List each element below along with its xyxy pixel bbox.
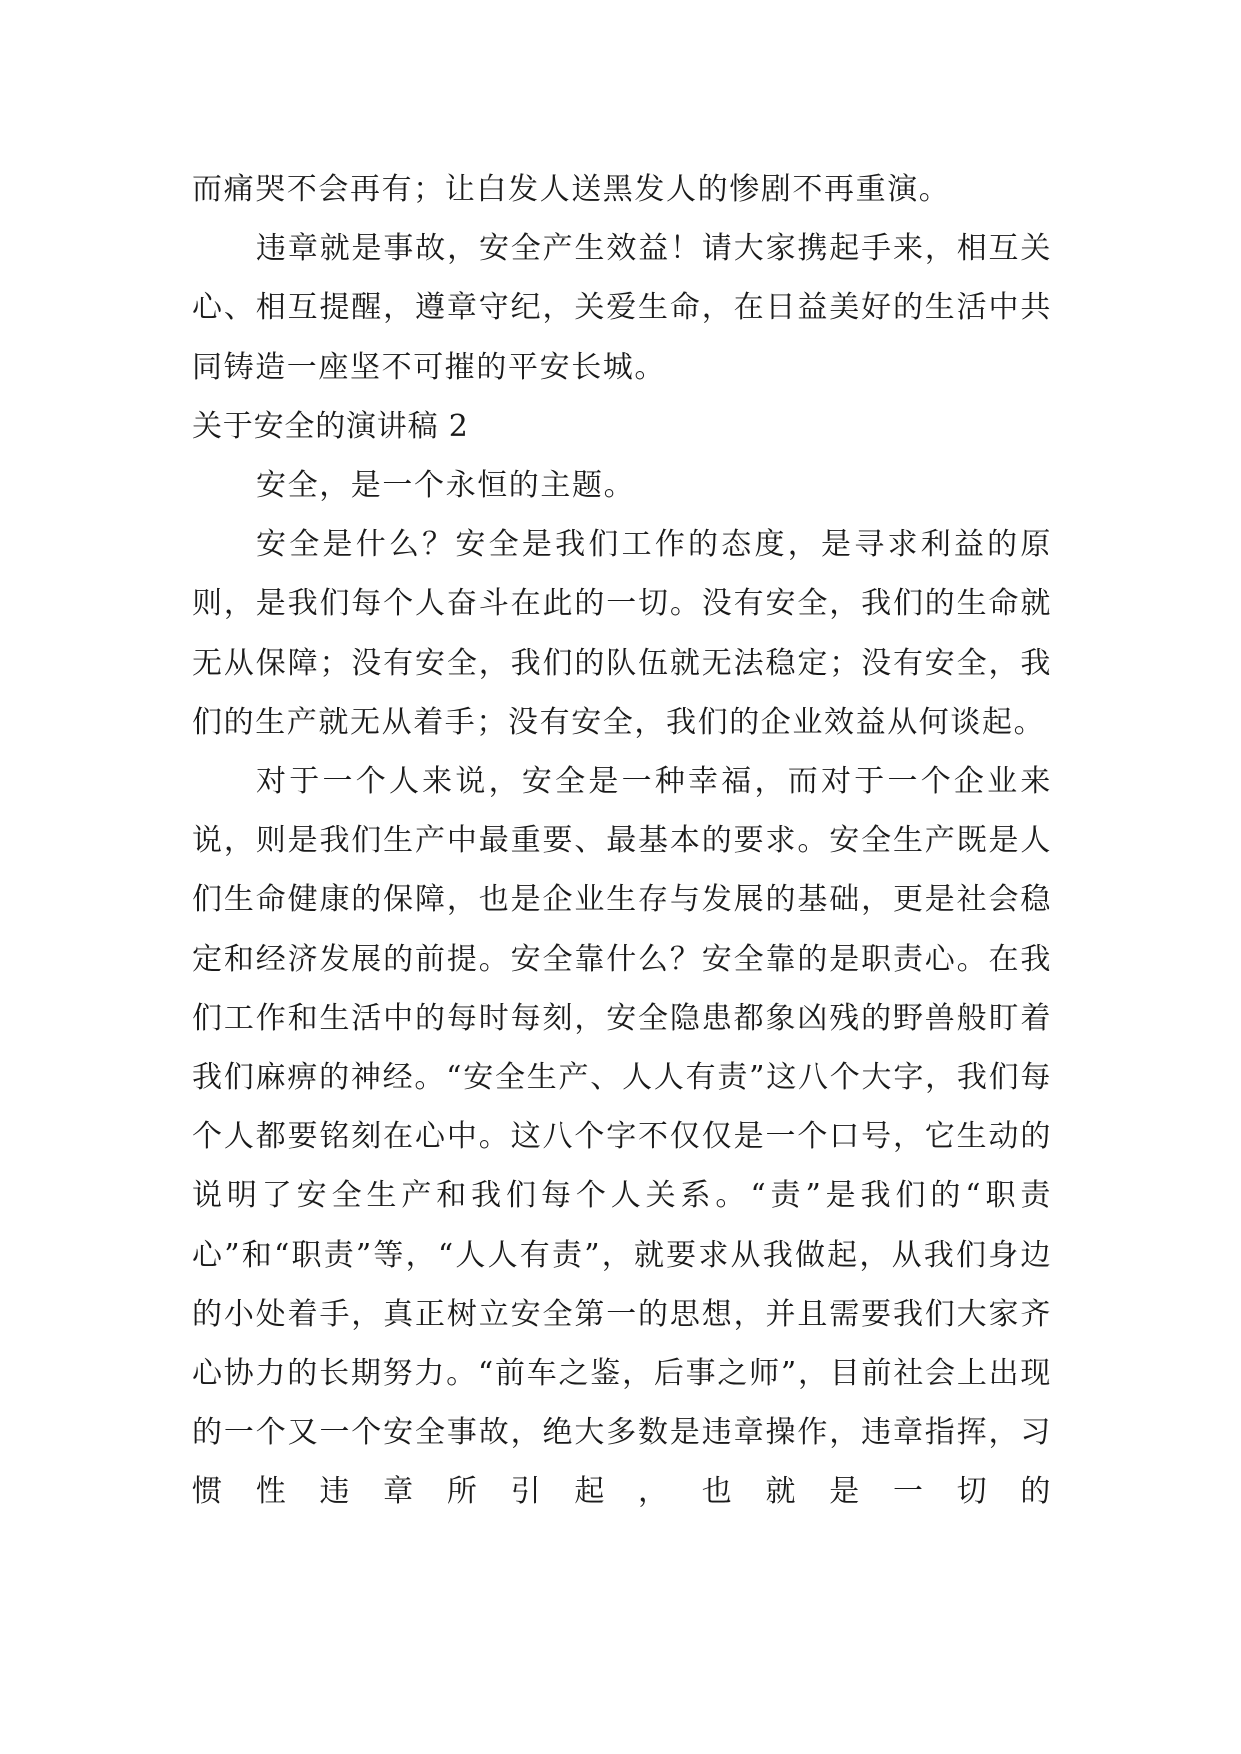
document-body xyxy=(192,160,1052,1522)
paragraph-continued: 而痛哭不会再有；让白发人送黑发人的惨剧不再重演。 xyxy=(192,172,951,207)
paragraph-safety-responsibility: 对于一个人来说，安全是一种幸福，而对于一个企业来说，则是我们生产中最重要、最基本的要求。安全生产既是人们生命健康的保障，也是企业生存与发展的基础，更是社会稳定和经济发展的前提。安全靠什么？安全靠的是职责心。在我们工作和生活中的每时每刻，安全隐患都象凶残的野兽般盯着我们麻痹的神经。“安全生产、人人有责”这八个大字，我们每个人都要铭刻在心中。这八个字不仅仅是一个口号，它生动的说明了安全生产和我们每个人关系。“责”是我们的“职责心”和“职责”等，“人人有责”，就要求从我做起，从我们身边的小处着手，真正树立安全第一的思想，并且需要我们大家齐心协力的长期努力。“前车之鉴，后事之师”，目前社会上出现的一个又一个安全事故，绝大多数是违章操作，违章指挥，习惯性违章所引起，也就是一切的 xyxy=(192,764,1052,1510)
paragraph-violation-is-accident: 违章就是事故，安全产生效益！请大家携起手来，相互关心、相互提醒，遵章守纪，关爱生命，在日益美好的生活中共同铸造一座坚不可摧的平安长城。 xyxy=(192,231,1052,385)
paragraph-what-is-safety: 安全是什么？安全是我们工作的态度，是寻求利益的原则，是我们每个人奋斗在此的一切。没有安全，我们的生命就无从保障；没有安全，我们的队伍就无法稳定；没有安全，我们的生产就无从着手；没有安全，我们的企业效益从何谈起。 xyxy=(192,527,1052,740)
section-heading: 关于安全的演讲稿 2 xyxy=(192,408,469,444)
paragraph-safety-theme: 安全，是一个永恒的主题。 xyxy=(256,468,636,504)
